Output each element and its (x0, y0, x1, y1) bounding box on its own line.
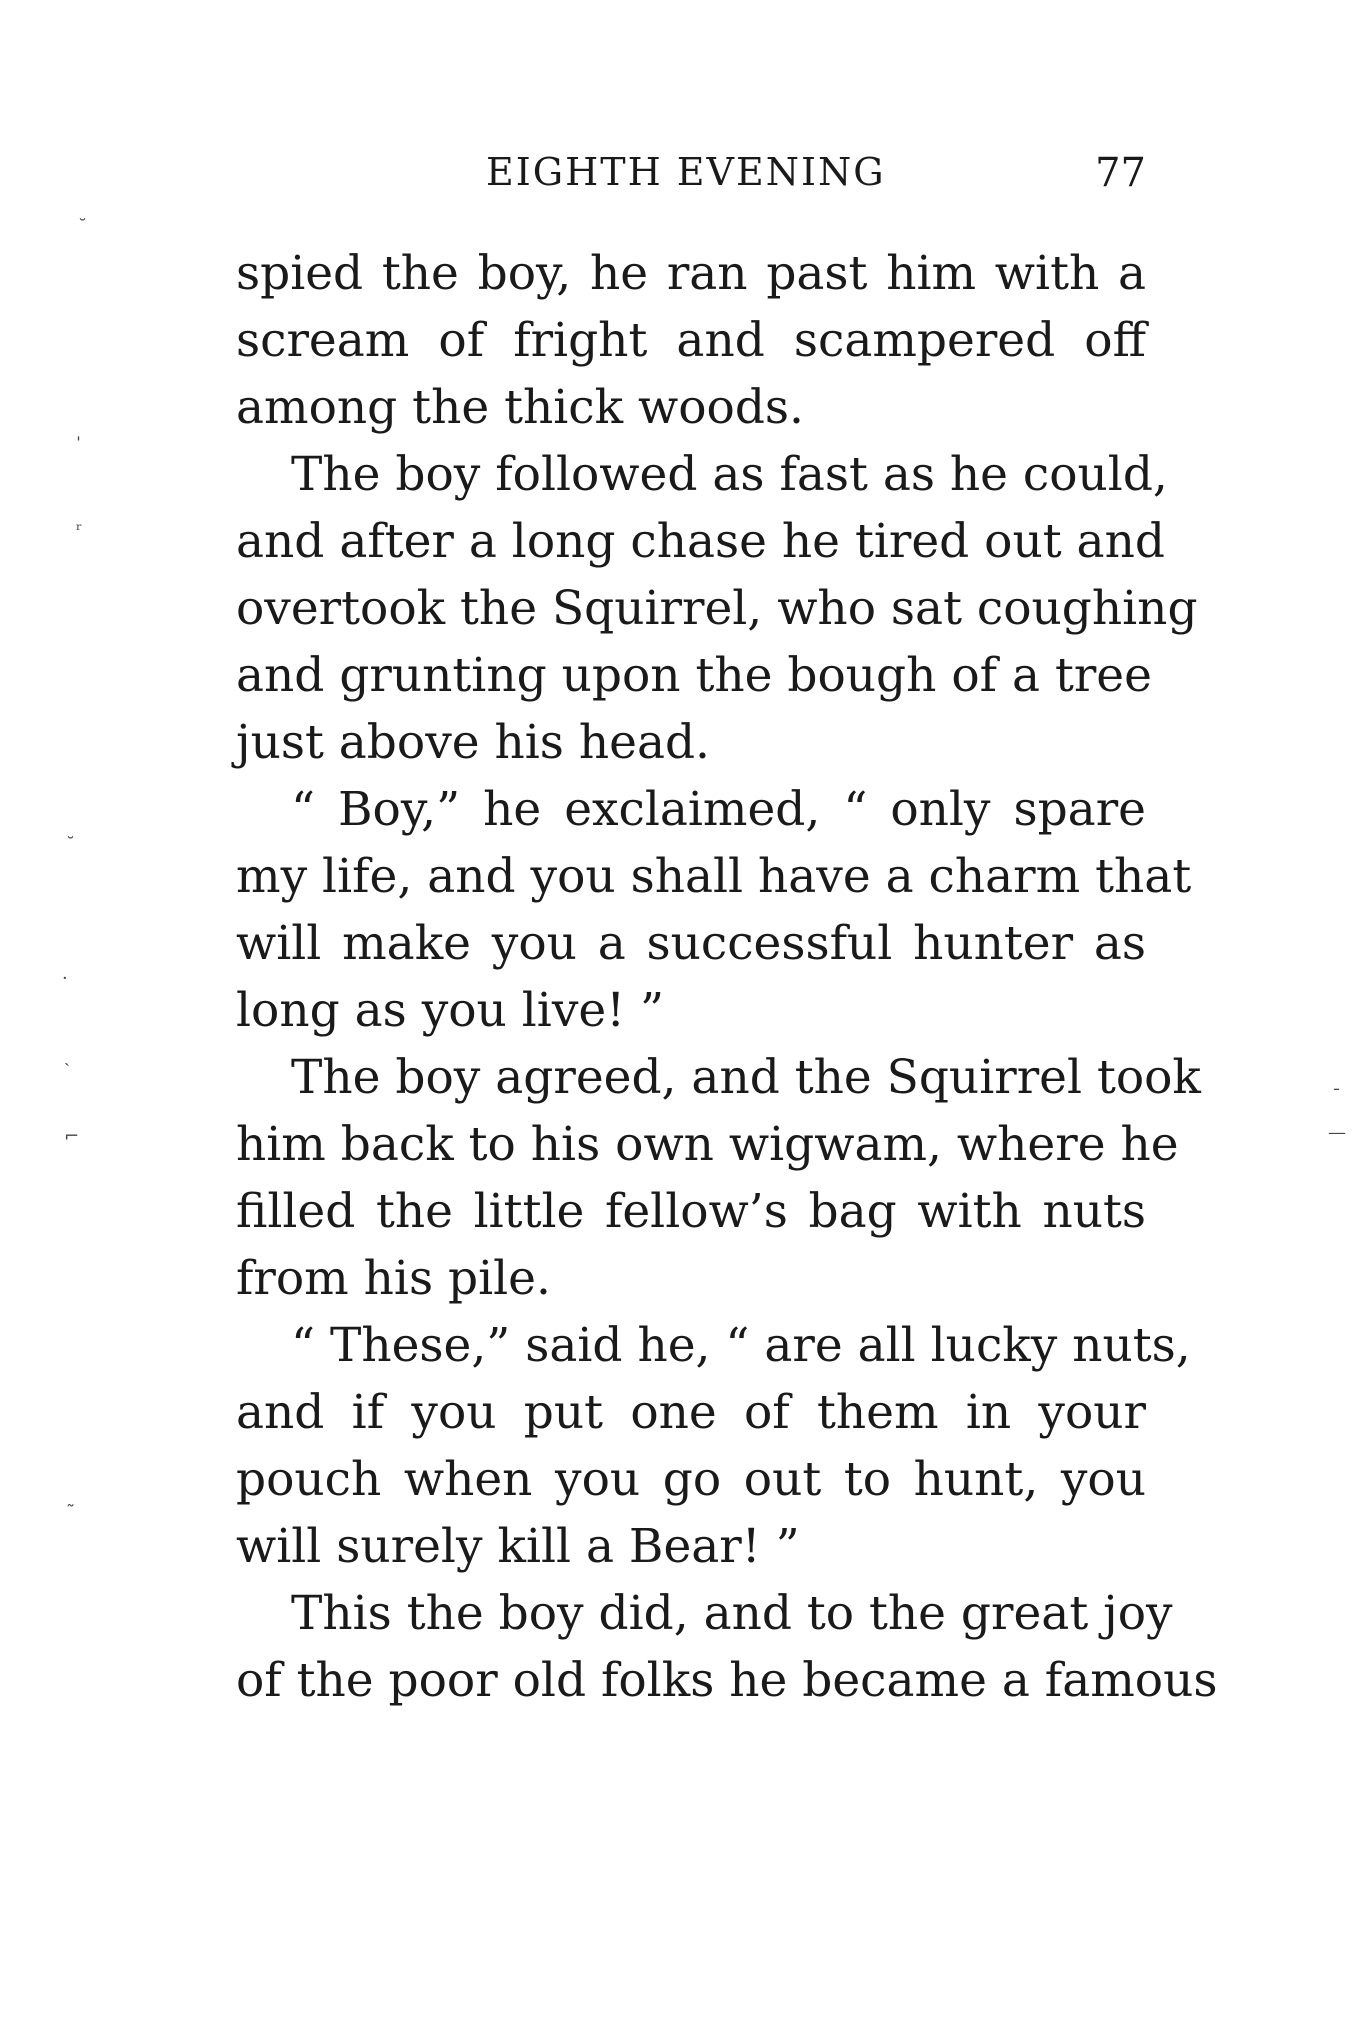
text-line: “ Boy,” he exclaimed, “ only spare (291, 782, 1146, 837)
text-line: spied the boy, he ran past him with a (236, 246, 1146, 301)
text-line: “ These,” said he, “ are all lucky nuts, (291, 1318, 1191, 1373)
body-text (236, 240, 1218, 1714)
text-line: my life, and you shall have a charm that (236, 849, 1192, 904)
scan-speck: ʳ (76, 520, 83, 541)
text-line: and after a long chase he tired out and (236, 514, 1165, 569)
text-line: filled the little fellow’s bag with nuts (236, 1184, 1146, 1239)
text-line: overtook the Squirrel, who sat coughing (236, 581, 1198, 636)
text-line: scream of fright and scampered off (236, 313, 1146, 368)
scan-speck: · (62, 968, 68, 989)
text-line: just above his head. (236, 715, 710, 770)
text-line: will surely kill a Bear! ” (236, 1519, 800, 1574)
text-line: pouch when you go out to hunt, you (236, 1452, 1146, 1507)
text-line: long as you live! ” (236, 983, 665, 1038)
text-line: and if you put one of them in your (236, 1385, 1146, 1440)
page-header (236, 150, 1146, 200)
scan-speck: ˎ (64, 1046, 70, 1067)
page-number: 77 (1095, 150, 1146, 196)
scan-speck: — (1328, 1122, 1346, 1143)
running-head: EIGHTH EVENING (486, 150, 886, 194)
text-line: This the boy did, and to the great joy (291, 1586, 1173, 1641)
scan-speck: ˘ (78, 216, 87, 237)
text-line: and grunting upon the bough of a tree (236, 648, 1152, 703)
scan-speck: ¯ (1332, 1086, 1341, 1107)
scan-speck: ˘ (66, 834, 75, 855)
text-line: him back to his own wigwam, where he (236, 1117, 1179, 1172)
text-line: of the poor old folks he became a famous (236, 1653, 1218, 1708)
text-line: The boy agreed, and the Squirrel took (291, 1050, 1201, 1105)
text-line: will make you a successful hunter as (236, 916, 1146, 971)
text-line: among the thick woods. (236, 380, 804, 435)
text-line: from his pile. (236, 1251, 551, 1306)
scan-speck: ⌐ (64, 1126, 80, 1147)
text-line: The boy followed as fast as he could, (291, 447, 1168, 502)
scan-speck: ˈ (76, 434, 81, 455)
scan-speck: ˜ (66, 1502, 75, 1523)
